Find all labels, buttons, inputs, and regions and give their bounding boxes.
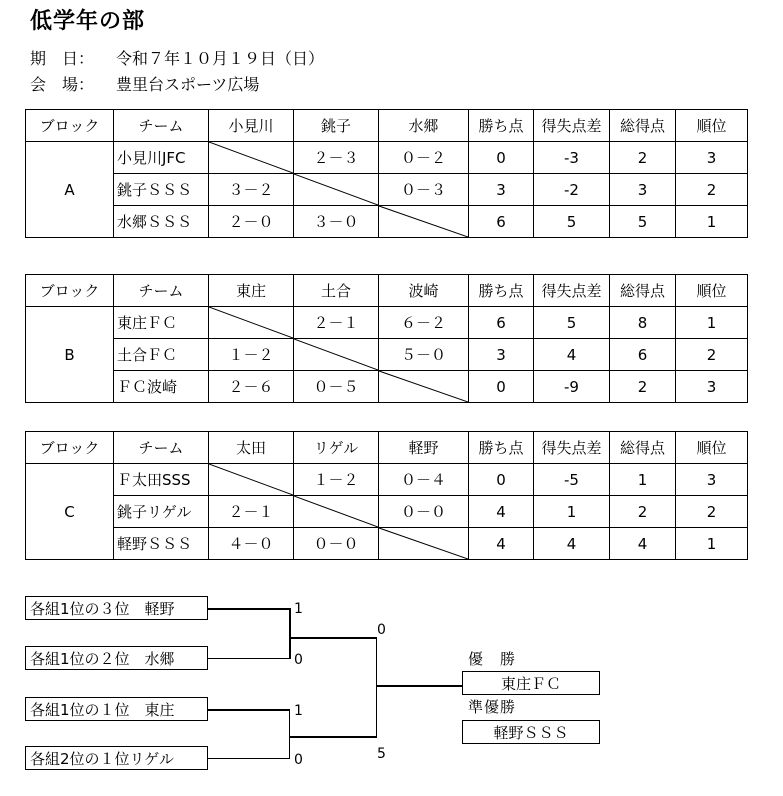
bracket-entry: 各組1位の３位 軽野 xyxy=(25,596,208,620)
team-points: 6 xyxy=(469,307,534,339)
match-result: ３－２ xyxy=(209,174,294,206)
header-opponent: 土合 xyxy=(294,275,379,307)
team-rank: 2 xyxy=(676,496,748,528)
event-date: 令和７年１０月１９日（日） xyxy=(116,49,325,68)
table-row xyxy=(26,339,748,371)
standings-table-c xyxy=(25,431,748,560)
team-goal-diff: -9 xyxy=(534,371,610,403)
self-match-cell xyxy=(379,206,469,238)
self-match-cell xyxy=(379,528,469,560)
header-row xyxy=(26,110,748,142)
date-row xyxy=(30,46,324,69)
team-points: 3 xyxy=(469,339,534,371)
bracket-line xyxy=(208,709,290,711)
standings-table-a xyxy=(25,109,748,238)
self-match-cell xyxy=(294,496,379,528)
runner-up-team: 軽野ＳＳＳ xyxy=(462,720,600,744)
bracket-line xyxy=(289,709,290,759)
team-goals-for: 2 xyxy=(610,142,676,174)
header-team: チーム xyxy=(114,432,209,464)
match-result: ２－０ xyxy=(209,206,294,238)
header-team: チーム xyxy=(114,110,209,142)
header-rank: 順位 xyxy=(676,110,748,142)
table-row xyxy=(26,496,748,528)
bracket-entry: 各組1位の２位 水郷 xyxy=(25,646,208,670)
team-goal-diff: 1 xyxy=(534,496,610,528)
bracket-line xyxy=(208,758,290,759)
match-result: ４－０ xyxy=(209,528,294,560)
match-result: ６－２ xyxy=(379,307,469,339)
team-goal-diff: 5 xyxy=(534,206,610,238)
header-opponent: 軽野 xyxy=(379,432,469,464)
table-row xyxy=(26,307,748,339)
header-opponent: 水郷 xyxy=(379,110,469,142)
final-score: 5 xyxy=(377,746,386,762)
team-goal-diff: -5 xyxy=(534,464,610,496)
block-name: A xyxy=(26,142,114,238)
header-row xyxy=(26,432,748,464)
self-match-cell xyxy=(209,142,294,174)
block-name: B xyxy=(26,307,114,403)
event-venue: 豊里台スポーツ広場 xyxy=(116,75,260,94)
header-opponent: リゲル xyxy=(294,432,379,464)
match-result: ０－３ xyxy=(379,174,469,206)
header-goal-diff: 得失点差 xyxy=(534,275,610,307)
match-result: １－２ xyxy=(294,464,379,496)
team-name: 小見川JFC xyxy=(114,142,209,174)
team-points: 0 xyxy=(469,142,534,174)
match-result: ０－０ xyxy=(294,528,379,560)
header-block: ブロック xyxy=(26,110,114,142)
team-points: 3 xyxy=(469,174,534,206)
block-name: C xyxy=(26,464,114,560)
team-goals-for: 8 xyxy=(610,307,676,339)
team-points: 4 xyxy=(469,496,534,528)
team-points: 0 xyxy=(469,371,534,403)
runner-up-label: 準優勝 xyxy=(468,698,517,716)
bracket-line xyxy=(376,637,377,737)
bracket-score: 1 xyxy=(294,703,303,719)
match-result: ５－０ xyxy=(379,339,469,371)
bracket-line xyxy=(289,608,291,659)
team-goals-for: 3 xyxy=(610,174,676,206)
bracket-score: 0 xyxy=(294,752,303,768)
team-rank: 2 xyxy=(676,339,748,371)
team-goals-for: 2 xyxy=(610,496,676,528)
header-team: チーム xyxy=(114,275,209,307)
winner-team: 東庄ＦＣ xyxy=(462,671,600,695)
bracket-score: 1 xyxy=(294,601,303,617)
team-goal-diff: 5 xyxy=(534,307,610,339)
team-goals-for: 6 xyxy=(610,339,676,371)
header-opponent: 小見川 xyxy=(209,110,294,142)
self-match-cell xyxy=(209,464,294,496)
self-match-cell xyxy=(294,339,379,371)
team-goal-diff: 4 xyxy=(534,339,610,371)
venue-label: 会 場： xyxy=(30,75,95,94)
header-points: 勝ち点 xyxy=(469,275,534,307)
table-row xyxy=(26,206,748,238)
self-match-cell xyxy=(209,307,294,339)
bracket-score: 0 xyxy=(294,652,303,668)
header-opponent: 東庄 xyxy=(209,275,294,307)
team-rank: 3 xyxy=(676,464,748,496)
header-goal-diff: 得失点差 xyxy=(534,432,610,464)
team-rank: 1 xyxy=(676,206,748,238)
header-goals-for: 総得点 xyxy=(610,432,676,464)
self-match-cell xyxy=(294,174,379,206)
team-goal-diff: -3 xyxy=(534,142,610,174)
bracket-line xyxy=(376,685,463,687)
bracket-line xyxy=(208,608,290,610)
header-goals-for: 総得点 xyxy=(610,110,676,142)
team-rank: 3 xyxy=(676,142,748,174)
header-points: 勝ち点 xyxy=(469,110,534,142)
team-goal-diff: 4 xyxy=(534,528,610,560)
header-row xyxy=(26,275,748,307)
final-score: 0 xyxy=(377,622,386,638)
team-points: 0 xyxy=(469,464,534,496)
table-row xyxy=(26,464,748,496)
header-points: 勝ち点 xyxy=(469,432,534,464)
table-row xyxy=(26,142,748,174)
team-goals-for: 4 xyxy=(610,528,676,560)
team-rank: 1 xyxy=(676,528,748,560)
header-block: ブロック xyxy=(26,432,114,464)
team-points: 6 xyxy=(469,206,534,238)
table-row xyxy=(26,528,748,560)
bracket-entry: 各組2位の１位リゲル xyxy=(25,746,208,770)
match-result: ０－４ xyxy=(379,464,469,496)
team-points: 4 xyxy=(469,528,534,560)
bracket-line xyxy=(208,658,290,659)
match-result: ２－１ xyxy=(294,307,379,339)
team-name: 土合ＦＣ xyxy=(114,339,209,371)
bracket-line xyxy=(290,637,377,639)
bracket-entry: 各組1位の１位 東庄 xyxy=(25,697,208,721)
self-match-cell xyxy=(379,371,469,403)
match-result: ２－１ xyxy=(209,496,294,528)
winner-label: 優 勝 xyxy=(468,650,517,668)
bracket-line xyxy=(289,736,377,738)
team-goals-for: 2 xyxy=(610,371,676,403)
team-goals-for: 5 xyxy=(610,206,676,238)
team-name: 東庄ＦＣ xyxy=(114,307,209,339)
header-block: ブロック xyxy=(26,275,114,307)
match-result: ２－３ xyxy=(294,142,379,174)
match-result: ０－０ xyxy=(379,496,469,528)
page-title: 低学年の部 xyxy=(30,9,146,34)
match-result: ３－０ xyxy=(294,206,379,238)
header-goal-diff: 得失点差 xyxy=(534,110,610,142)
venue-row xyxy=(30,72,259,95)
team-rank: 3 xyxy=(676,371,748,403)
match-result: ０－２ xyxy=(379,142,469,174)
team-goals-for: 1 xyxy=(610,464,676,496)
header-rank: 順位 xyxy=(676,432,748,464)
header-opponent: 波崎 xyxy=(379,275,469,307)
header-opponent: 銚子 xyxy=(294,110,379,142)
table-row xyxy=(26,174,748,206)
match-result: １－２ xyxy=(209,339,294,371)
team-rank: 2 xyxy=(676,174,748,206)
match-result: ２－６ xyxy=(209,371,294,403)
team-name: 軽野ＳＳＳ xyxy=(114,528,209,560)
team-name: 水郷ＳＳＳ xyxy=(114,206,209,238)
team-goal-diff: -2 xyxy=(534,174,610,206)
header-goals-for: 総得点 xyxy=(610,275,676,307)
header-rank: 順位 xyxy=(676,275,748,307)
team-name: 銚子ＳＳＳ xyxy=(114,174,209,206)
team-name: ＦＣ波崎 xyxy=(114,371,209,403)
table-row xyxy=(26,371,748,403)
team-rank: 1 xyxy=(676,307,748,339)
header-opponent: 太田 xyxy=(209,432,294,464)
standings-table-b xyxy=(25,274,748,403)
team-name: 銚子リゲル xyxy=(114,496,209,528)
team-name: Ｆ太田SSS xyxy=(114,464,209,496)
match-result: ０－５ xyxy=(294,371,379,403)
date-label: 期 日： xyxy=(30,49,95,68)
